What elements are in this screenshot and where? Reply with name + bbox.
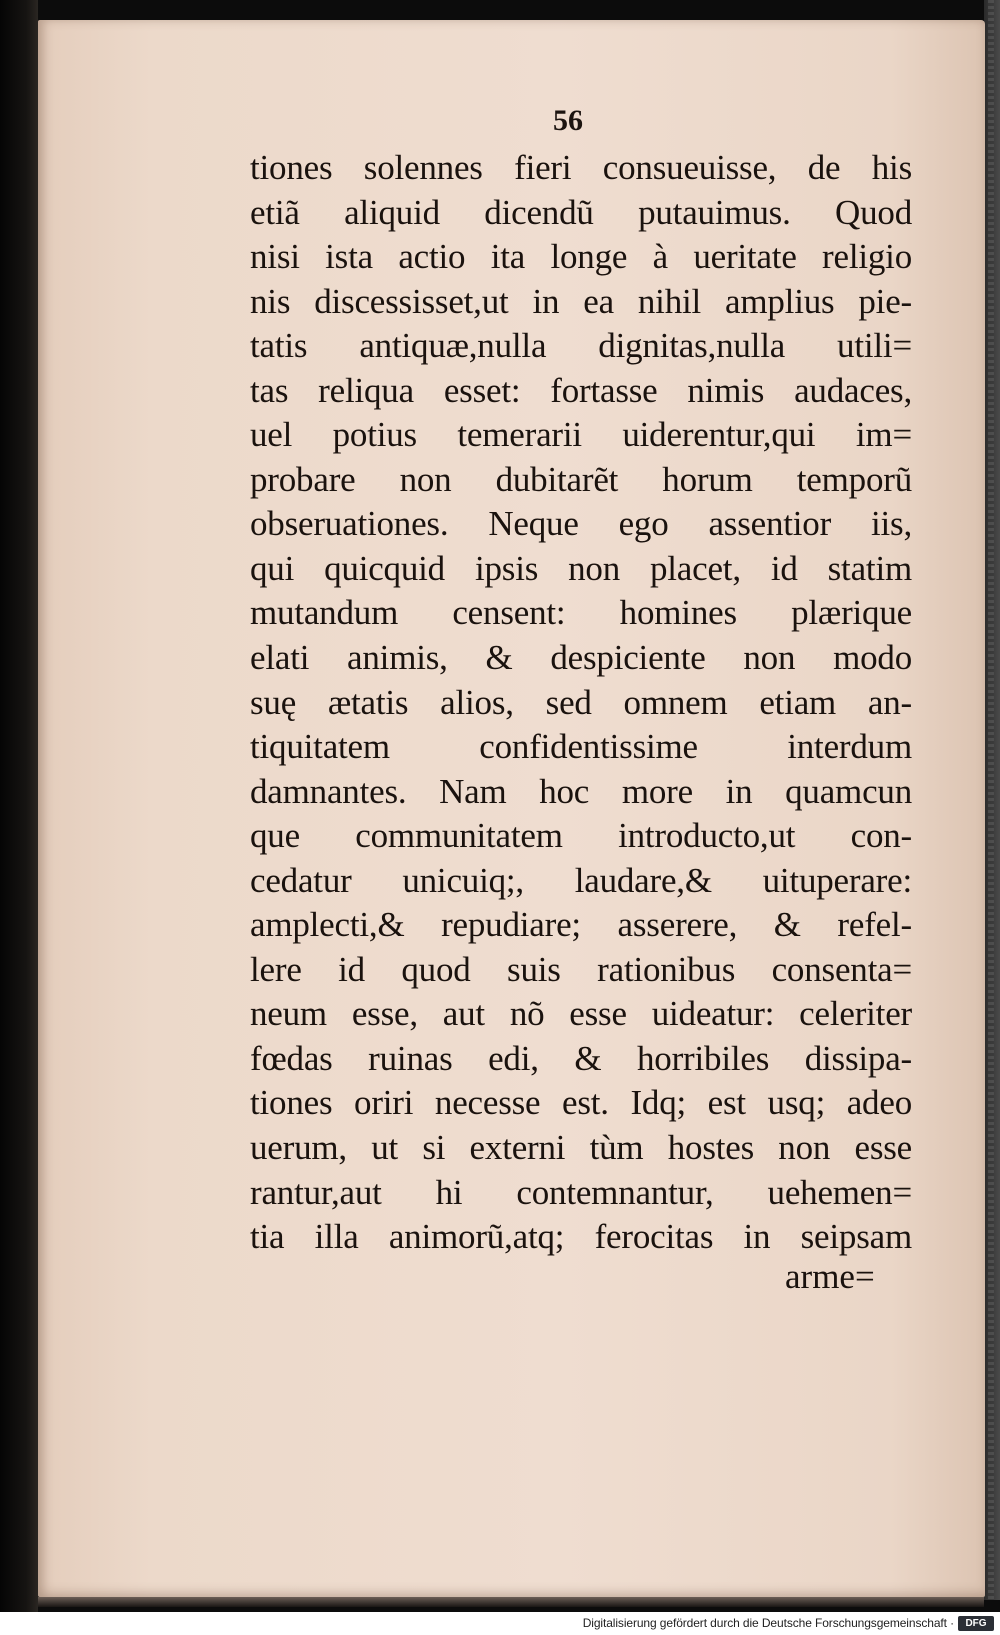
text-line: obseruationes. Neque ego assentior iis, [250,504,912,544]
page-number: 56 [553,104,583,137]
text-line: qui quicquid ipsis non placet, id statim [250,548,912,588]
text-block [250,146,912,1260]
text-line: rantur,aut hi contemnantur, uehemen= [250,1172,912,1212]
text-line: nis discessisset,ut in ea nihil amplius pie- [250,281,912,321]
text-line: probare non dubitarẽt horum temporũ [250,459,912,499]
digitization-credit: Digitalisierung gefördert durch die Deutsche Forschungsgemeinschaft · [582,1616,954,1630]
text-line: suę ætatis alios, sed omnem etiam an- [250,682,912,722]
text-line: tiones oriri necesse est. Idq; est usq; adeo [250,1083,912,1123]
text-line: tatis antiquæ,nulla dignitas,nulla utili= [250,326,912,366]
text-line: cedatur unicuiq;, laudare,& uituperare: [250,860,912,900]
text-line: uel potius temerarii uiderentur,qui im= [250,415,912,455]
book-spine-edge [0,0,38,1635]
text-line: que communitatem introducto,ut con- [250,816,912,856]
text-line: amplecti,& repudiare; asserere, & refel- [250,905,912,945]
text-line: etiã aliquid dicendũ putauimus. Quod [250,192,912,232]
text-line: fœdas ruinas edi, & horribiles dissipa- [250,1038,912,1078]
text-line: nisi ista actio ita longe à ueritate religio [250,237,912,277]
text-line: mutandum censent: homines plærique [250,593,912,633]
text-line: tiquitatem confidentissime interdum [250,727,912,767]
text-line: damnantes. Nam hoc more in quamcun [250,771,912,811]
page-stack-edge [984,0,1000,1600]
text-line: tia illa animorũ,atq; ferocitas in seipsam [250,1217,912,1257]
text-line: lere id quod suis rationibus consenta= [250,949,912,989]
catchword: arme= [785,1257,875,1296]
page-bottom-edge [38,1597,984,1607]
text-line: tas reliqua esset: fortasse nimis audaces, [250,370,912,410]
dfg-logo: DFG [958,1616,994,1631]
text-line: neum esse, aut nõ esse uideatur: celeriter [250,994,912,1034]
text-line: tiones solennes fieri consueuisse, de his [250,148,912,187]
text-line: elati animis, & despiciente non modo [250,638,912,678]
text-line: uerum, ut si externi tùm hostes non esse [250,1128,912,1168]
